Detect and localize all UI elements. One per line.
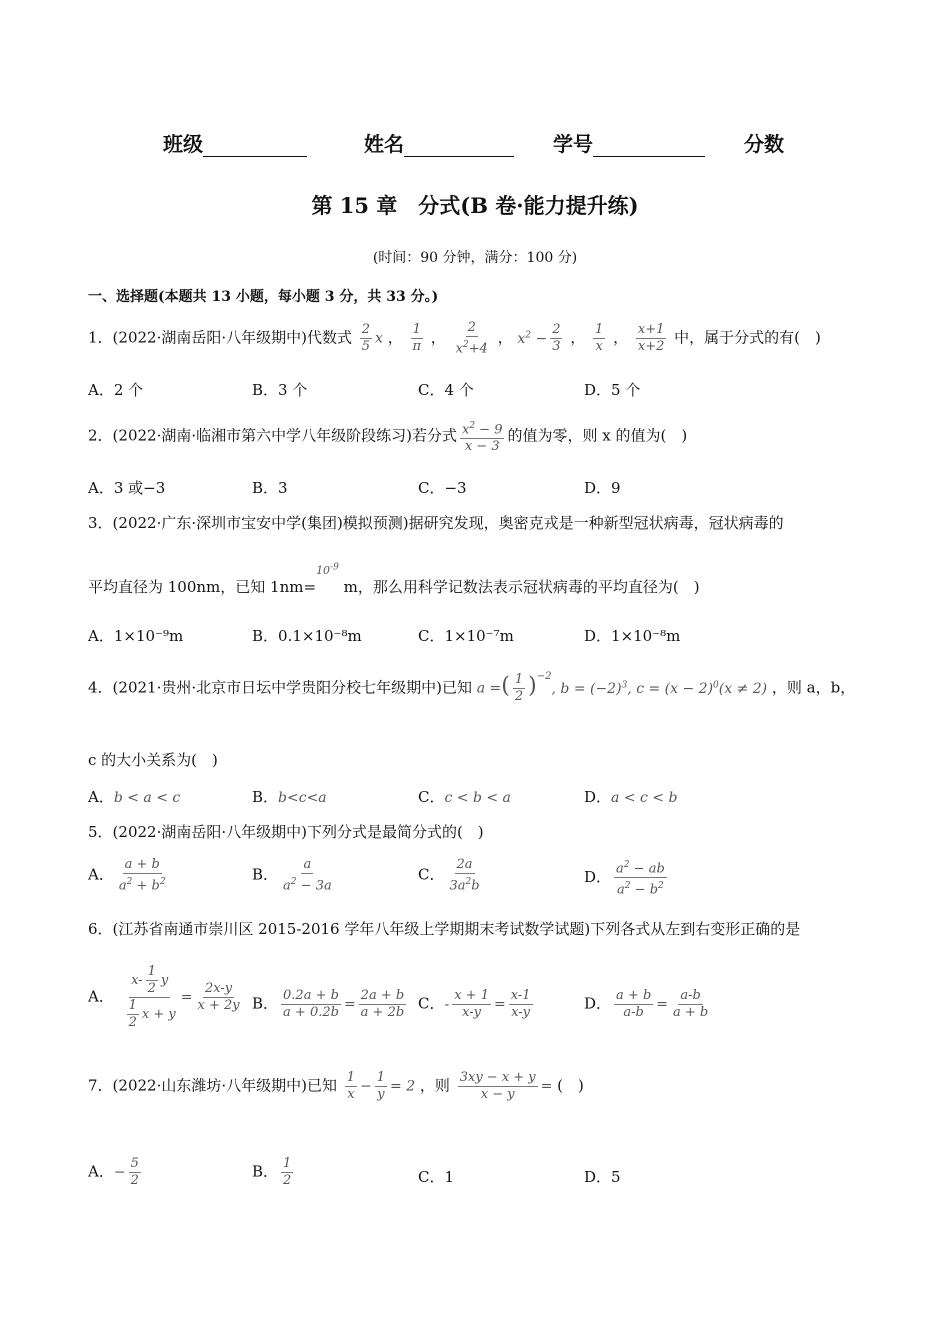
q5-stem: 5．(2022·湖南岳阳·八年级期中)下列分式是最简分式的( ): [88, 823, 484, 841]
math-expr: $\frac{2a}{3a^2b}$: [449, 857, 480, 894]
q1-option-a[interactable]: A．2 个: [88, 381, 144, 399]
math-expr: $\frac{2}{5}$: [361, 322, 371, 355]
class-label: 班级: [163, 132, 203, 156]
q3-option-b[interactable]: B．0.1×10⁻⁸m: [252, 627, 362, 645]
q3-option-d[interactable]: D．1×10⁻⁸m: [584, 627, 681, 645]
q6-stem: 6．(江苏省南通市崇川区 2015-2016 学年八年级上学期期末考试数学试题)下列各式从左到右变形正确的是: [88, 920, 801, 938]
q7-stem: 7．(2022·山东潍坊·八年级期中)已知: [88, 1076, 337, 1095]
q2-stem: 2．(2022·湖南·临湘市第六中学八年级阶段练习)若分式: [88, 426, 457, 445]
math-expr: $\frac{x + 1}{x-y}$: [454, 988, 489, 1020]
score-label: 分数: [744, 132, 784, 156]
q1-option-b[interactable]: B．3 个: [252, 381, 308, 399]
id-blank[interactable]: [593, 136, 705, 157]
math-expr: $\frac{a-b}{a + b}$: [673, 988, 709, 1020]
class-field: [163, 128, 307, 157]
math-expr: $\frac{5}{2}$: [130, 1156, 139, 1188]
name-field: [364, 128, 514, 157]
q2-option-d[interactable]: D．9: [584, 479, 621, 497]
q4-line1b: ，则 a，b，: [771, 678, 856, 697]
question-2: [88, 418, 687, 455]
math-expr: $\frac{2}{x^2+4}$: [455, 320, 488, 357]
q5-option-c[interactable]: C． $\frac{2a}{3a^2b}$: [418, 857, 480, 894]
math-expr: $\frac{1}{y}$: [376, 1070, 386, 1102]
q2-tail: 的值为零，则 x 的值为( ): [507, 426, 688, 445]
math-expr: $\frac{a + b}{a-b}$: [616, 988, 652, 1020]
q3-option-a[interactable]: A．1×10⁻⁹m: [88, 627, 184, 645]
q1-option-d[interactable]: D．5 个: [584, 381, 641, 399]
q4-option-a[interactable]: A．b < a < c: [88, 788, 181, 806]
page-title: 第 15 章 分式(B 卷·能力提升练): [311, 193, 639, 218]
q1-option-c[interactable]: C．4 个: [418, 381, 474, 399]
q3-line2: [88, 562, 700, 597]
q7-mid: ，则: [419, 1076, 450, 1095]
q4-line2: c 的大小关系为( ): [88, 751, 218, 769]
class-blank[interactable]: [203, 136, 307, 157]
q6-option-d[interactable]: D． $\frac{a + b}{a-b}$ = $\frac{a-b}{a + b}$: [584, 988, 709, 1020]
id-field: [553, 128, 705, 157]
q3-line2a: 平均直径为 100nm，已知 1nm=: [88, 578, 317, 596]
section-heading: 一、选择题(本题共 13 小题，每小题 3 分，共 33 分。): [88, 289, 439, 305]
q7-option-c[interactable]: C．1: [418, 1168, 455, 1186]
math-expr: $\frac{1}{2}$: [514, 672, 524, 704]
question-4: 4．(2021·贵州·北京市日坛中学贵阳分校七年级期中)已知 a =( $\frac{1}{2}$ )$^{-2}$, $b = (-2)^3$, $c = (x - 2)^0(x \ne 2)$ ，则 a，b，: [88, 670, 856, 704]
name-label: 姓名: [364, 132, 404, 156]
q2-option-b[interactable]: B．3: [252, 479, 288, 497]
math-expr: $\frac{a + b}{a^2 + b^2}$: [118, 857, 166, 894]
q3-line1: 3．(2022·广东·深圳市宝安中学(集团)模拟预测)据研究发现，奥密克戎是一种新型冠状病毒，冠状病毒的: [88, 514, 784, 532]
question-7: 7．(2022·山东潍坊·八年级期中)已知 $\frac{1}{x}$ − $\frac{1}{y}$ = 2 ，则 $\frac{3xy - x + y}{x - y}$ = ( ): [88, 1070, 584, 1102]
q4-line1: 4．(2021·贵州·北京市日坛中学贵阳分校七年级期中)已知: [88, 678, 472, 697]
q5-option-a[interactable]: A． $\frac{a + b}{a^2 + b^2}$: [88, 857, 166, 894]
math-expr: $\frac{2a + b}{a + 2b}$: [360, 988, 405, 1020]
math-expr: $\frac{a}{a^2 - 3a}$: [283, 857, 332, 894]
q1-stem: 1．(2022·湖南岳阳·八年级期中)代数式: [88, 328, 352, 347]
q7-option-d[interactable]: D．5: [584, 1168, 621, 1186]
math-expr: $\frac{x-1}{x-y}$: [510, 988, 531, 1020]
page-subtitle: (时间：90 分钟，满分：100 分): [372, 250, 578, 266]
q5-option-b[interactable]: B． $\frac{a}{a^2 - 3a}$: [252, 857, 332, 894]
q4-option-d[interactable]: D．a < c < b: [584, 788, 678, 806]
math-expr: $\frac{x+1}{x+2}$: [637, 322, 665, 355]
math-expr: $\frac{1}{x}$: [346, 1070, 356, 1102]
q6-option-b[interactable]: B． $\frac{0.2a + b}{a + 0.2b}$ = $\frac{2a + b}{a + 2b}$: [252, 988, 405, 1020]
math-expr: x- $\frac{1}{2}$ y $\frac{1}{2}$ x + y: [128, 964, 176, 1030]
math-expr: $\frac{1}{\pi}$: [412, 322, 422, 355]
q6-option-a[interactable]: A． x- $\frac{1}{2}$ y $\frac{1}{2}$ x + y = $\frac{2x-y}{x + 2y}$: [88, 964, 240, 1030]
q4-option-c[interactable]: C．c < b < a: [418, 788, 511, 806]
math-expr: $\frac{0.2a + b}{a + 0.2b}$: [283, 988, 339, 1020]
q7-option-b[interactable]: B． $\frac{1}{2}$: [252, 1156, 292, 1188]
q3-line2b: m，那么用科学记数法表示冠状病毒的平均直径为( ): [343, 578, 700, 596]
q4-option-b[interactable]: B．b<c<a: [252, 788, 327, 806]
q6-option-c[interactable]: C．- $\frac{x + 1}{x-y}$ = $\frac{x-1}{x-y}$: [418, 988, 531, 1020]
q7-tail: ( ): [557, 1076, 584, 1095]
name-blank[interactable]: [404, 136, 514, 157]
math-expr: $\frac{1}{2}$: [283, 1156, 292, 1188]
math-expr: $\frac{1}{x}$: [595, 322, 604, 355]
math-expr: $\frac{a^2 - ab}{a^2 - b^2}$: [614, 857, 667, 899]
q1-tail: 中，属于分式的有( ): [674, 328, 821, 347]
math-expr: 10-9: [316, 562, 339, 577]
math-expr: $\frac{2x-y}{x + 2y}$: [197, 981, 240, 1013]
math-expr: $\frac{2}{3}$: [552, 322, 561, 355]
q2-option-a[interactable]: A．3 或−3: [88, 479, 166, 497]
q5-option-d[interactable]: D． $\frac{a^2 - ab}{a^2 - b^2}$: [584, 857, 670, 899]
math-expr: $\frac{x^2 - 9}{x - 3}$: [460, 418, 505, 455]
math-expr: $\frac{3xy - x + y}{x - y}$: [459, 1070, 536, 1102]
id-label: 学号: [553, 132, 593, 156]
math-expr: a =: [476, 680, 502, 697]
q7-option-a[interactable]: A．− $\frac{5}{2}$: [88, 1156, 139, 1188]
question-1: 1．(2022·湖南岳阳·八年级期中)代数式 $\frac{2}{5}$ x ， $\frac{1}{\pi}$ ， $\frac{2}{x^2+4}$ ， $x^2$ − $\frac{2}{3}$ ， $\frac{1}{x}$ ， $\frac{x+1}{x+2}$ 中，属于分式的有( ): [88, 320, 821, 357]
q3-option-c[interactable]: C．1×10⁻⁷m: [418, 627, 514, 645]
q2-option-c[interactable]: C．−3: [418, 479, 467, 497]
